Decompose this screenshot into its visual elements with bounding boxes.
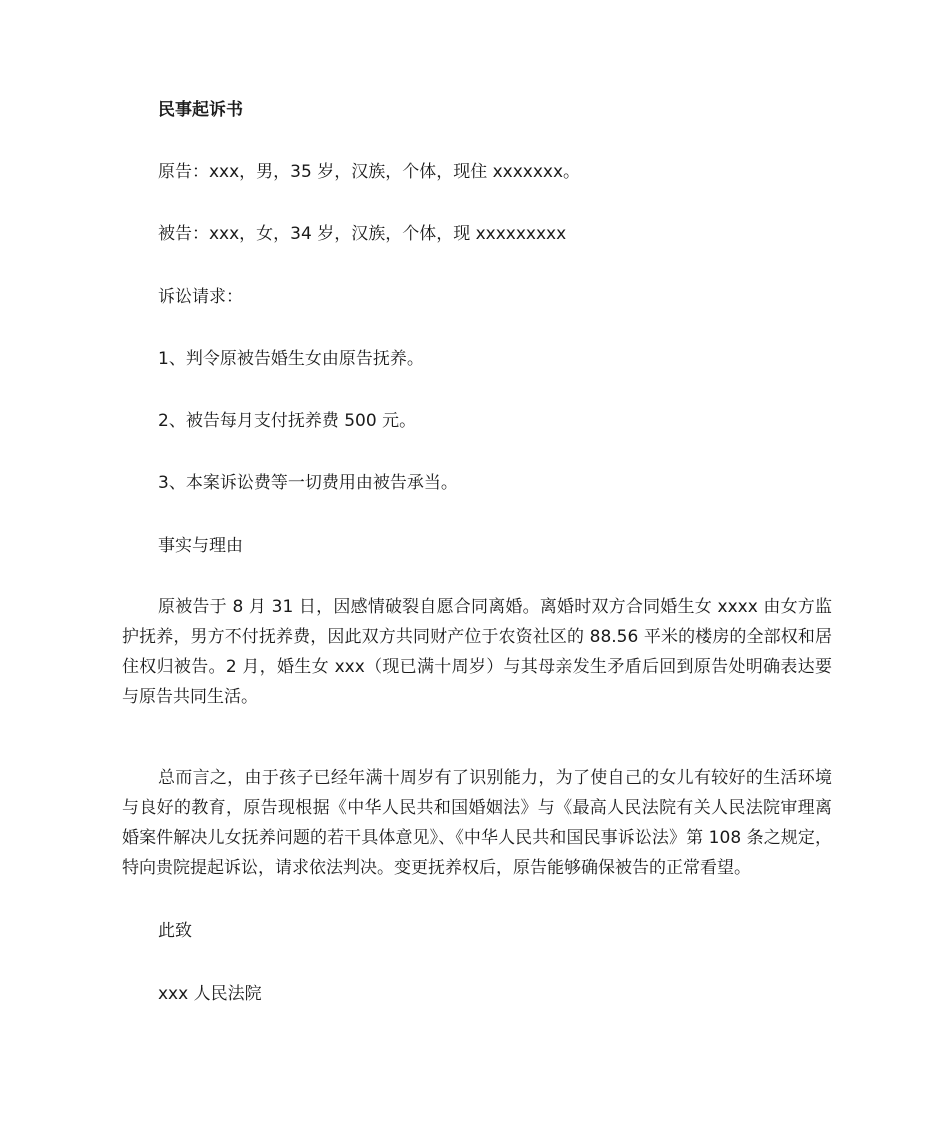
document-title: 民事起诉书 — [158, 100, 243, 120]
closing-salutation: 此致 — [158, 921, 192, 941]
claim-item-2: 2、被告每月支付抚养费 500 元。 — [158, 411, 417, 431]
claim-item-3: 3、本案诉讼费等一切费用由被告承当。 — [158, 473, 458, 493]
facts-paragraph-1: 原被告于 8 月 31 日，因感情破裂自愿合同离婚。离婚时双方合同婚生女 xxxx 由女方监护抚养，男方不付抚养费，因此双方共同财产位于农资社区的 88.56 平米的楼房的全部权和居住权归被告。2 月，婚生女 xxx（现已满十周岁）与其母亲发生矛盾后回到原告处明确表达要与原告共同生活。 — [122, 597, 832, 707]
defendant-info: 被告：xxx，女，34 岁，汉族，个体，现 xxxxxxxxx — [158, 224, 567, 244]
plaintiff-info: 原告：xxx，男，35 岁，汉族，个体，现住 xxxxxxx。 — [158, 162, 581, 182]
claim-item-1: 1、判令原被告婚生女由原告抚养。 — [158, 349, 424, 369]
court-name: xxx 人民法院 — [158, 984, 262, 1004]
facts-heading: 事实与理由 — [158, 536, 243, 556]
facts-paragraph-2: 总而言之，由于孩子已经年满十周岁有了识别能力，为了使自己的女儿有较好的生活环境与良好的教育，原告现根据《中华人民共和国婚姻法》与《最高人民法院有关人民法院审理离婚案件解决儿女抚养问题的若干具体意见》、《中华人民共和国民事诉讼法》第 108 条之规定，特向贵院提起诉讼，请求依法判决。变更抚养权后，原告能够确保被告的正常看望。 — [122, 768, 832, 878]
claims-heading: 诉讼请求： — [158, 287, 243, 307]
